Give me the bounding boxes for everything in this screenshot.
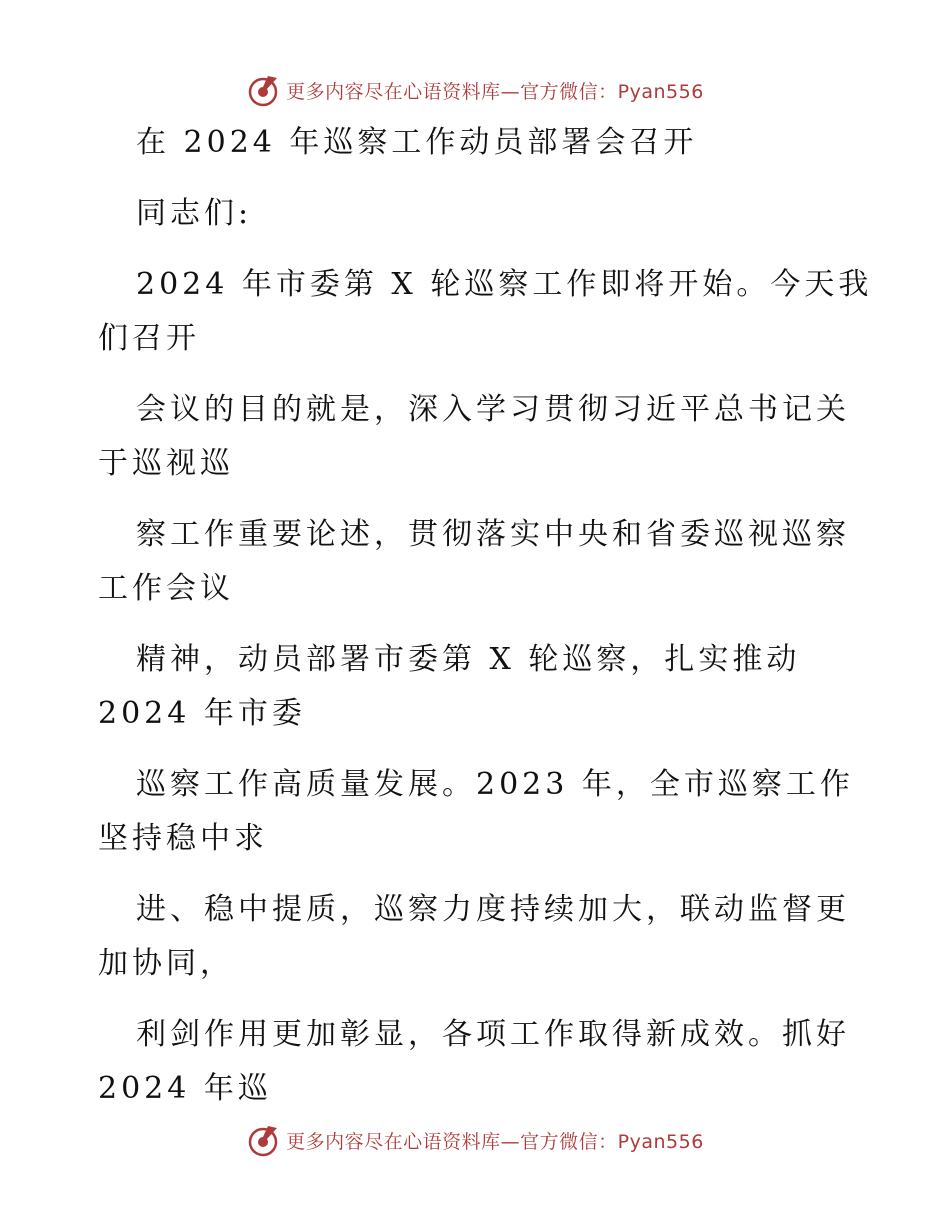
paragraph-line: 2024 年巡 <box>98 1071 272 1106</box>
paragraph-line: 会议的目的就是，深入学习贯彻习近平总书记关 <box>136 392 850 427</box>
paragraph-line: 精神，动员部署市委第 X 轮巡察，扎实推动 <box>136 642 801 677</box>
salutation: 同志们: <box>136 196 253 231</box>
paragraph-line: 2024 年市委 <box>98 696 306 731</box>
paragraph-line: 2024 年市委第 X 轮巡察工作即将开始。今天我 <box>136 267 873 302</box>
paragraph-line: 进、稳中提质，巡察力度持续加大，联动监督更 <box>136 892 850 927</box>
paragraph-line: 加协同， <box>98 946 234 981</box>
paragraph-line: 们召开 <box>98 321 200 356</box>
document-title: 在 2024 年巡察工作动员部署会召开 <box>136 125 698 160</box>
paragraph-line: 察工作重要论述，贯彻落实中央和省委巡视巡察 <box>136 517 850 552</box>
footer-watermark <box>0 1120 950 1160</box>
paragraph-line: 工作会议 <box>98 571 234 606</box>
document-body <box>98 125 873 1106</box>
paragraph-line: 利剑作用更加彰显，各项工作取得新成效。抓好 <box>136 1017 850 1052</box>
quill-seal-icon <box>246 1123 280 1157</box>
paragraph-line: 巡察工作高质量发展。2023 年，全市巡察工作 <box>136 767 854 802</box>
paragraph-line: 坚持稳中求 <box>98 821 268 856</box>
paragraph-line: 于巡视巡 <box>98 446 234 481</box>
footer-watermark-text: 更多内容尽在心语资料库—官方微信：Pyan556 <box>286 1130 704 1153</box>
header-watermark <box>0 70 950 110</box>
header-watermark-text: 更多内容尽在心语资料库—官方微信：Pyan556 <box>286 80 704 103</box>
quill-seal-icon <box>246 73 280 107</box>
